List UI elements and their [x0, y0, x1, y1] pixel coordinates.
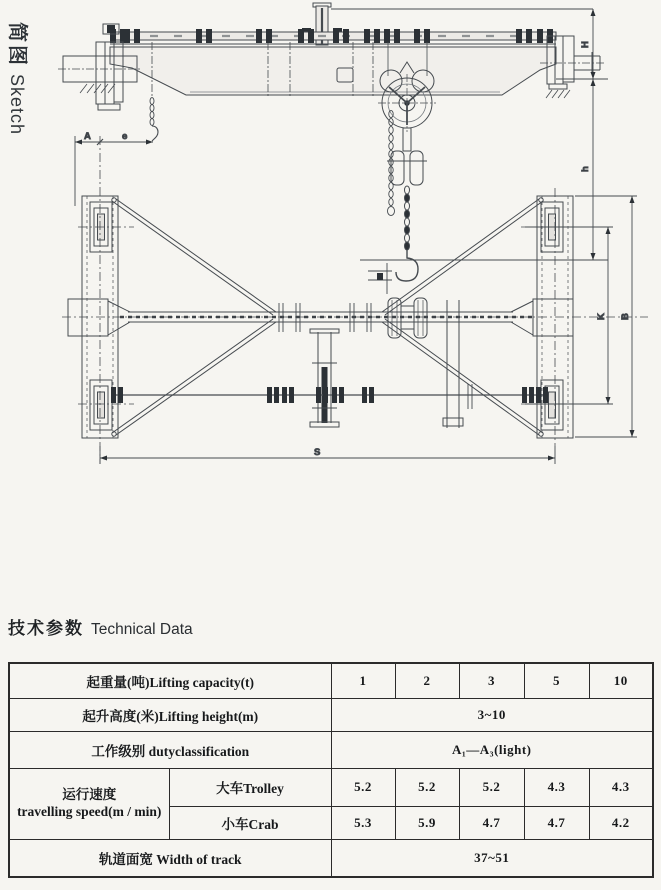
dim-label-K: K: [596, 313, 607, 320]
lifting-height-label: 起升高度(米)Lifting height(m): [9, 698, 331, 731]
travelling-speed-label: [9, 768, 169, 839]
girder: [110, 42, 556, 98]
capacity-value: 1: [331, 663, 395, 698]
trolley-speed-value: 5.2: [459, 768, 524, 806]
travelling-speed-label-en: travelling speed(m / min): [17, 803, 162, 819]
lifting-height-value: 3~10: [331, 698, 653, 731]
trolley-speed-value: 5.2: [395, 768, 459, 806]
technical-data-table: [8, 662, 654, 878]
dim-label-A: A: [84, 131, 91, 142]
trolley-speed-value: 4.3: [589, 768, 653, 806]
crab-label: 小车Crab: [169, 806, 331, 839]
width-of-track-label: 轨道面宽 Width of track: [9, 839, 331, 877]
row-width-of-track: [9, 839, 653, 877]
dim-label-S: S: [314, 447, 321, 458]
capacity-value: 3: [459, 663, 524, 698]
sketch-caption: [5, 22, 34, 135]
row-lifting-capacity: [9, 663, 653, 698]
chain-guide: [443, 300, 472, 428]
width-of-track-value: 37~51: [331, 839, 653, 877]
load-chain: [405, 186, 410, 250]
technical-data-heading-en: Technical Data: [91, 621, 193, 638]
lifting-capacity-label: 起重量(吨)Lifting capacity(t): [9, 663, 331, 698]
capacity-value: 5: [524, 663, 589, 698]
capacity-value: 2: [395, 663, 459, 698]
row-lifting-height: [9, 698, 653, 731]
sketch-caption-cn: 简图: [6, 22, 28, 68]
end-anchor-right: [540, 36, 604, 98]
crab-speed-value: 4.2: [589, 806, 653, 839]
duty-classification-label: 工作级别 dutyclassification: [9, 731, 331, 768]
travelling-speed-label-cn: 运行速度: [62, 786, 117, 802]
capacity-value: 10: [589, 663, 653, 698]
sketch-caption-en: Sketch: [7, 74, 27, 136]
technical-data-heading-cn: 技术参数: [8, 619, 84, 638]
crab-speed-value: 4.7: [524, 806, 589, 839]
technical-data-heading: [8, 614, 193, 639]
trolley-label: 大车Trolley: [169, 768, 331, 806]
trolley-speed-value: 4.3: [524, 768, 589, 806]
crab-speed-value: 4.7: [459, 806, 524, 839]
row-speed-trolley: [9, 768, 653, 806]
dim-label-h: h: [580, 166, 591, 172]
dim-label-e: e: [122, 131, 128, 142]
dim-label-B: B: [620, 313, 631, 320]
trolley-speed-value: 5.2: [331, 768, 395, 806]
crab-speed-value: 5.9: [395, 806, 459, 839]
crab-speed-value: 5.3: [331, 806, 395, 839]
suspension-ticks: [279, 303, 371, 332]
load-hook: [396, 250, 418, 281]
approach-chain: [150, 98, 158, 141]
duty-classification-value: A₁—A₃(light): [331, 731, 653, 768]
central-drive: [310, 329, 339, 427]
row-duty-classification: [9, 731, 653, 768]
dim-S: [100, 446, 555, 464]
dim-label-H: H: [580, 41, 591, 48]
dim-h: [360, 79, 608, 294]
